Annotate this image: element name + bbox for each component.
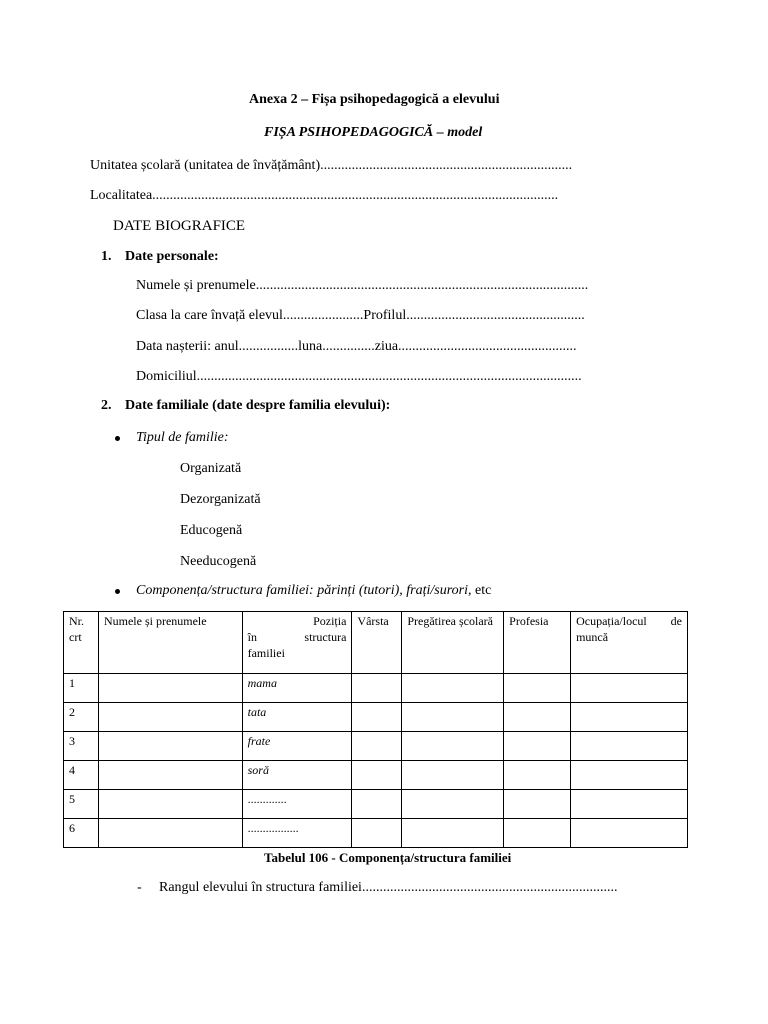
header-age: Vârsta bbox=[352, 612, 402, 674]
cell-occupation bbox=[571, 732, 688, 761]
name-line: Numele și prenumele............................................................................................... bbox=[136, 278, 589, 293]
header-position-word-in: în bbox=[247, 630, 257, 644]
header-position-line2 bbox=[248, 629, 347, 645]
cell-nr: 4 bbox=[64, 761, 99, 790]
table-header-row bbox=[64, 612, 688, 674]
cell-age bbox=[352, 732, 402, 761]
family-structure-table bbox=[63, 611, 688, 848]
annex-title: Anexa 2 – Fișa psihopedagogică a elevului bbox=[249, 92, 500, 107]
header-nr: Nr. crt bbox=[64, 612, 99, 674]
class-line: Clasa la care învață elevul.......................Profilul................................................... bbox=[136, 308, 585, 323]
cell-education bbox=[402, 703, 504, 732]
header-occupation-word1: Ocupația/locul bbox=[576, 614, 647, 628]
family-structure-label-italic: Componența/structura familiei: părinți (tutori), frați/surori, bbox=[136, 583, 472, 598]
family-structure-label-tail: etc bbox=[471, 583, 492, 598]
cell-profession bbox=[504, 761, 571, 790]
cell-occupation bbox=[571, 674, 688, 703]
cell-nr: 3 bbox=[64, 732, 99, 761]
cell-profession bbox=[504, 790, 571, 819]
header-occupation-word2: de bbox=[670, 614, 682, 628]
cell-occupation bbox=[571, 790, 688, 819]
table-row bbox=[64, 732, 688, 761]
cell-occupation bbox=[571, 819, 688, 848]
school-line: Unitatea școlară (unitatea de învățământ)........................................................................ bbox=[90, 158, 573, 173]
cell-name bbox=[98, 819, 242, 848]
cell-name bbox=[98, 790, 242, 819]
header-education: Pregătirea școlară bbox=[402, 612, 504, 674]
cell-name bbox=[98, 703, 242, 732]
cell-position: soră bbox=[242, 761, 352, 790]
family-structure-label bbox=[136, 583, 491, 599]
cell-name bbox=[98, 761, 242, 790]
table-row bbox=[64, 790, 688, 819]
section-heading-biographic: DATE BIOGRAFICE bbox=[113, 218, 246, 234]
bullet-icon bbox=[115, 436, 120, 441]
header-occupation-line2: muncă bbox=[576, 630, 609, 644]
cell-occupation bbox=[571, 703, 688, 732]
cell-education bbox=[402, 761, 504, 790]
header-occupation-line1 bbox=[576, 613, 682, 629]
rank-line: Rangul elevului în structura familiei......................................................................... bbox=[159, 880, 618, 895]
family-type-item: Dezorganizată bbox=[180, 492, 261, 507]
cell-position: mama bbox=[242, 674, 352, 703]
cell-age bbox=[352, 790, 402, 819]
family-heading: Date familiale (date despre familia elevului): bbox=[125, 398, 391, 413]
table-caption: Tabelul 106 - Componența/structura familiei bbox=[264, 850, 512, 865]
family-type-item: Educogenă bbox=[180, 523, 243, 538]
bullet-icon bbox=[115, 589, 120, 594]
header-name: Numele și prenumele bbox=[98, 612, 242, 674]
header-position-line1: Poziția bbox=[313, 614, 347, 628]
cell-nr: 1 bbox=[64, 674, 99, 703]
locality-line: Localitatea.................................................................................................................... bbox=[90, 188, 559, 203]
cell-age bbox=[352, 674, 402, 703]
cell-occupation bbox=[571, 761, 688, 790]
header-occupation bbox=[571, 612, 688, 674]
cell-nr: 6 bbox=[64, 819, 99, 848]
cell-nr: 2 bbox=[64, 703, 99, 732]
cell-age bbox=[352, 819, 402, 848]
family-type-item: Needucogenă bbox=[180, 554, 257, 569]
cell-education bbox=[402, 819, 504, 848]
cell-name bbox=[98, 732, 242, 761]
cell-education bbox=[402, 674, 504, 703]
table-row bbox=[64, 703, 688, 732]
form-title: FIȘA PSIHOPEDAGOGICĂ – model bbox=[264, 125, 483, 140]
header-profession: Profesia bbox=[504, 612, 571, 674]
table-row bbox=[64, 819, 688, 848]
table-row bbox=[64, 761, 688, 790]
header-position-word-structure: structura bbox=[304, 630, 347, 644]
address-line: Domiciliul.............................................................................................................. bbox=[136, 369, 582, 384]
cell-age bbox=[352, 703, 402, 732]
personal-heading: Date personale: bbox=[125, 249, 219, 264]
rank-dash: - bbox=[137, 880, 142, 895]
cell-nr: 5 bbox=[64, 790, 99, 819]
cell-profession bbox=[504, 819, 571, 848]
family-type-item: Organizată bbox=[180, 461, 242, 476]
personal-number: 1. bbox=[101, 249, 112, 264]
cell-position: ................. bbox=[242, 819, 352, 848]
cell-position: ............. bbox=[242, 790, 352, 819]
cell-education bbox=[402, 732, 504, 761]
cell-age bbox=[352, 761, 402, 790]
cell-position: frate bbox=[242, 732, 352, 761]
birth-line: Data nașterii: anul.................luna...............ziua................................................... bbox=[136, 339, 577, 354]
table-row bbox=[64, 674, 688, 703]
cell-position: tata bbox=[242, 703, 352, 732]
family-number: 2. bbox=[101, 398, 112, 413]
header-position-line3: familiei bbox=[247, 646, 285, 660]
header-position bbox=[242, 612, 352, 674]
cell-name bbox=[98, 674, 242, 703]
cell-profession bbox=[504, 703, 571, 732]
cell-profession bbox=[504, 674, 571, 703]
cell-profession bbox=[504, 732, 571, 761]
cell-education bbox=[402, 790, 504, 819]
family-type-label: Tipul de familie: bbox=[136, 430, 229, 445]
